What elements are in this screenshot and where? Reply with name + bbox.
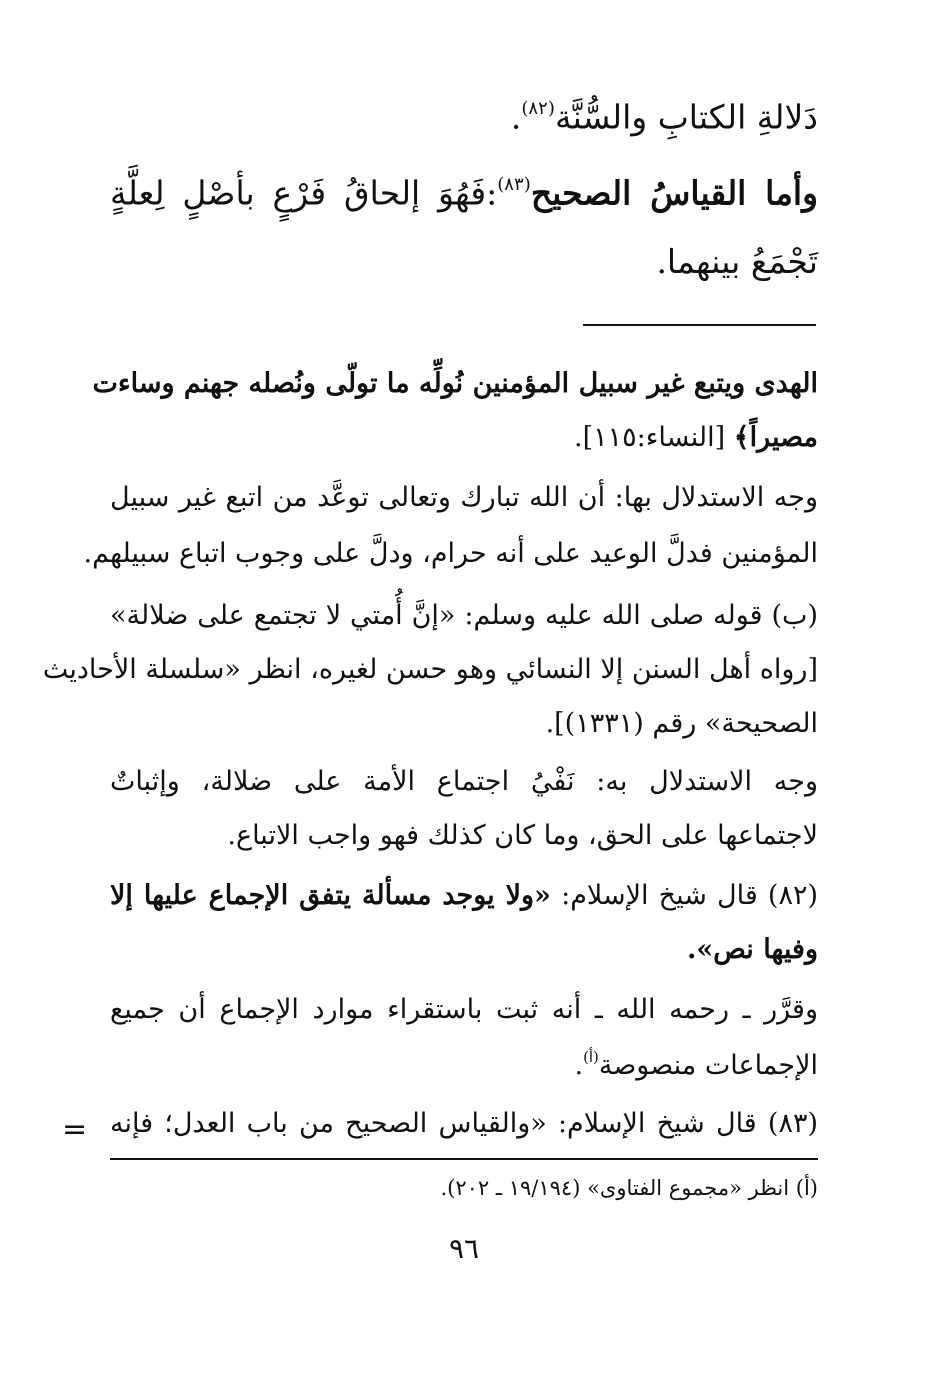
main-line-1 xyxy=(110,97,818,137)
subnote-separator xyxy=(110,1158,818,1160)
hadith-b-line-2-text: [رواه أهل السنن إلا النسائي وهو حسن لغيره، انظر «سلسلة الأحاديث xyxy=(42,654,818,685)
fn82-line-3-text: وقرَّر ـ رحمه الله ـ أنه ثبت باستقراء موارد الإجماع أن جميع xyxy=(110,994,818,1025)
fn81-line-1-text: الهدى ويتبع غير سبيل المؤمنين نُولِّه ما تولّى ونُصله جهنم وساءت xyxy=(92,368,818,399)
wajh1-line-2-text: المؤمنين فدلَّ الوعيد على أنه حرام، ودلَّ على وجوب اتباع سبيلهم. xyxy=(83,538,818,569)
wajh1-line-1 xyxy=(110,484,818,511)
wajh1-line-1-text: وجه الاستدلال بها: أن الله تبارك وتعالى توعَّد من اتبع غير سبيل xyxy=(110,482,818,513)
hadith-b-line-1-text: (ب) قوله صلى الله عليه وسلم: «إنَّ أُمتي لا تجتمع على ضلالة» xyxy=(110,600,818,631)
fn81-citation: [النساء:١١٥]. xyxy=(574,422,734,453)
continuation-mark: = xyxy=(62,1112,88,1147)
page-number: ٩٦ xyxy=(448,1232,480,1265)
wajh2-line-2 xyxy=(110,822,818,849)
hadith-b-line-3-text: الصحيحة» رقم (١٣٣١)]. xyxy=(545,708,818,739)
main-line-1-text: دَلالةِ الكتابِ والسُّنَّة xyxy=(554,97,818,137)
subnote-ref: (أ) xyxy=(583,1048,599,1066)
footnote-ref-83: (٨٣) xyxy=(497,174,531,195)
footnote-separator xyxy=(583,324,816,326)
footnote-ref-82: (٨٢) xyxy=(521,98,555,119)
subnote: (أ) انظر «مجموع الفتاوى» (١٩/١٩٤ ـ ٢٠٢). xyxy=(440,1176,818,1200)
fn81-line-2 xyxy=(110,424,818,451)
wajh2-line-2-text: لاجتماعها على الحق، وما كان كذلك فهو واجب الاتباع. xyxy=(227,820,818,851)
fn82-line-2 xyxy=(110,936,818,963)
wajh2-line-1 xyxy=(110,768,818,795)
qiyas-heading: وأما القياسُ الصحيح xyxy=(530,173,819,213)
fn82-quote-2: وفيها نص». xyxy=(686,934,818,965)
fn83-line-1 xyxy=(110,1110,818,1137)
fn83-line-1-text: (٨٣) قال شيخ الإسلام: «والقياس الصحيح من باب العدل؛ فإنه xyxy=(110,1108,818,1139)
fn82-quote-1: «ولا يوجد مسألة يتفق الإجماع عليها إلا xyxy=(110,880,551,911)
fn82-line-4-text: الإجماعات منصوصة xyxy=(598,1049,818,1081)
fn81-line-1 xyxy=(92,368,818,399)
fn82-prefix: (٨٢) قال شيخ الإسلام: xyxy=(550,880,818,911)
fn81-verse-end: مصيراً﴾ xyxy=(733,422,818,453)
fn82-line-1 xyxy=(110,882,818,909)
main-line-1-end: . xyxy=(510,97,522,137)
hadith-b-line-3 xyxy=(110,710,818,737)
wajh2-line-1-text: وجه الاستدلال به: نَفْيُ اجتماع الأمة على ضلالة، وإثباتٌ xyxy=(110,766,818,797)
main-line-3-text: تَجْمَعُ بينهما. xyxy=(656,242,818,281)
fn82-line-4-end: . xyxy=(574,1049,584,1081)
hadith-b-line-2 xyxy=(42,654,818,685)
main-line-2 xyxy=(110,173,819,213)
wajh1-line-2 xyxy=(83,538,818,569)
main-line-3 xyxy=(110,242,818,281)
fn82-line-4 xyxy=(110,1050,818,1079)
qiyas-definition: :فَهُوَ إلحاقُ فَرْعٍ بأصْلٍ لِعلَّةٍ xyxy=(110,173,498,213)
hadith-b-line-1 xyxy=(110,602,818,629)
fn82-line-3 xyxy=(110,996,818,1023)
